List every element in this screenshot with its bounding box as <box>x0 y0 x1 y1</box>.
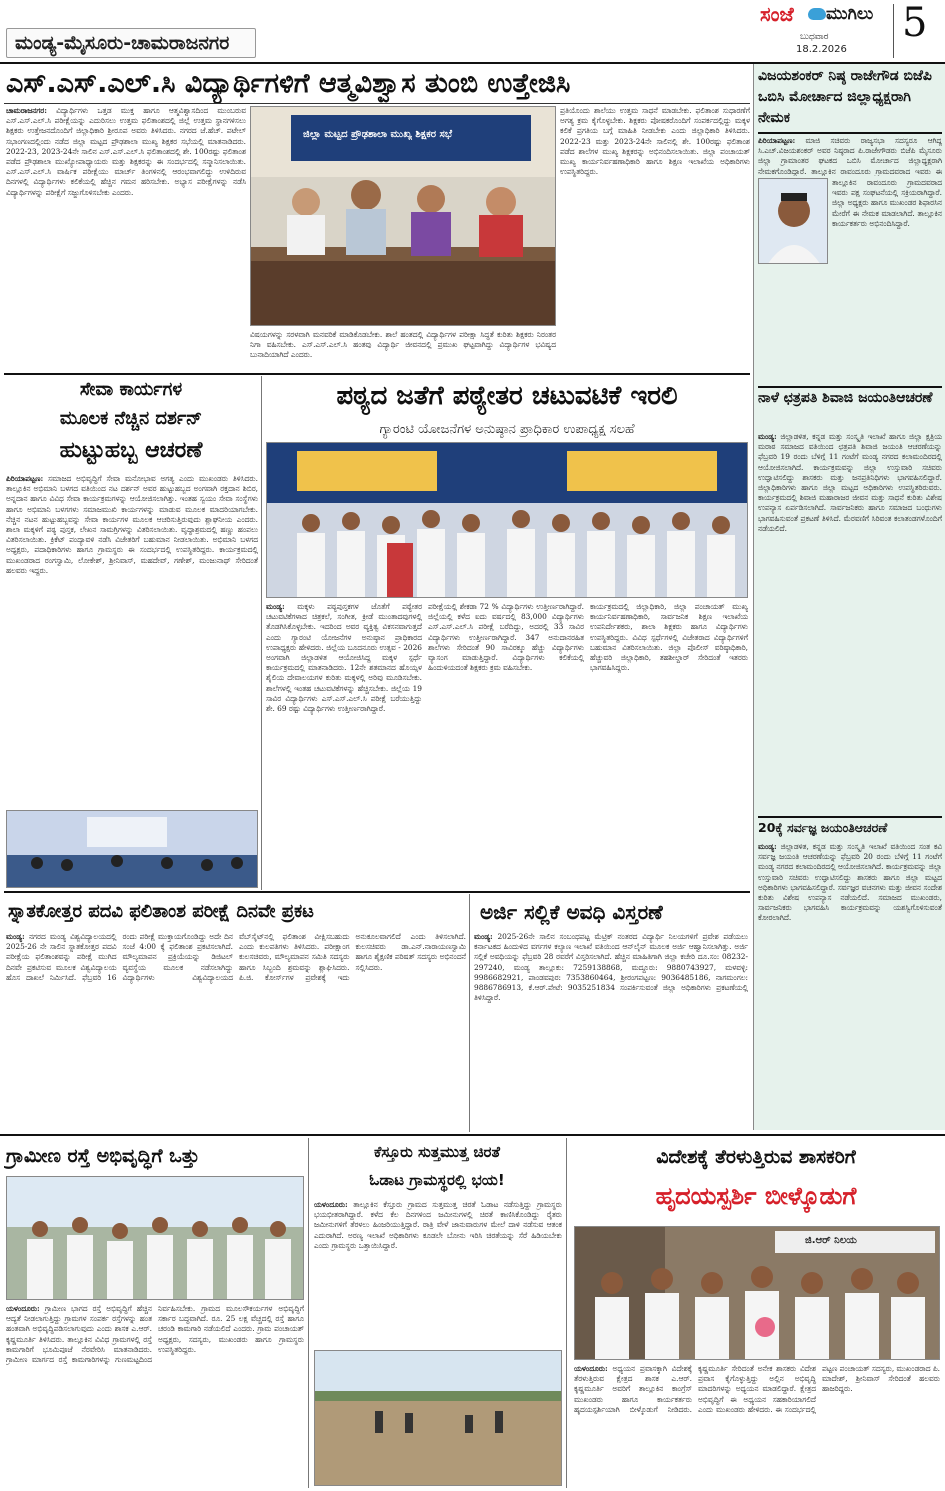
story6-photo <box>6 1176 304 1300</box>
story3-dateline: ಮಂಡ್ಯ: <box>266 602 285 611</box>
story4-headline <box>4 894 466 930</box>
story7-headline <box>312 1138 562 1198</box>
story2-headline-line1: ಸೇವಾ ಕಾರ್ಯಗಳ <box>79 379 183 400</box>
story3-column-1 <box>266 602 422 888</box>
story2-photo <box>6 810 258 888</box>
story5-body <box>474 932 748 1132</box>
story4-body <box>6 932 466 1132</box>
story7-body <box>314 1200 562 1346</box>
story7-headline-line2: ಓಡಾಟ ಗ್ರಾಮಸ್ಥರಲ್ಲಿ ಭಯ! <box>369 1171 505 1189</box>
section-label-box <box>6 28 256 58</box>
story7-headline-line1: ಕೆಸ್ತೂರು ಸುತ್ತಮುತ್ತ ಚಿರತೆ <box>373 1143 501 1161</box>
story5-body-text: 2025-26ನೇ ಸಾಲಿನ ಸಂಬಂಧಪಟ್ಟ ಮೆಟ್ರಿಕ್ ನಂತರದ ವಿದ್ಯಾರ್ಥಿ ನಿಲಯಗಳಿಗೆ ಪ್ರವೇಶ ಪಡೆಯಲು ಕರ್ನಾಟಕದ ಹಿಂದುಳಿದ ವರ್ಗಗಳ ಕಲ್ಯಾಣ ಇಲಾಖೆ ವತಿಯಿಂದ ಆನ್‌ಲೈನ್ ಮೂಲಕ ಅರ್ಜಿ ಆಹ್ವಾನಿಸಲಾಗಿತ್ತು. ಅರ್ಜಿ ಸಲ್ಲಿಕೆ ಅವಧಿಯನ್ನು ಫೆಬ್ರವರಿ 28 ರವರೆಗೆ ವಿಸ್ತರಿಸಲಾಗಿದೆ. ಹೆಚ್ಚಿನ ಮಾಹಿತಿಗಾಗಿ ಜಿಲ್ಲಾ ಕಚೇರಿ ದೂ.ಸಂ: 08232-297240, ಮಂಡ್ಯ ತಾಲ್ಲೂಕು: 7259138868, ಮದ್ದೂರು: 9880743927, ಮಳವಳ್ಳಿ: 9986682921, ಪಾಂಡವಪುರ: 7353860464, ಶ್ರೀರಂಗಪಟ್ಟಣ: 9036485186, ನಾಗಮಂಗಲ: 9886786913, ಕೆ.ಆರ್.ಪೇಟೆ: 9035251834 ಸಂಪರ್ಕಿಸುವಂತೆ ಜಿಲ್ಲಾ ಅಧಿಕಾರಿಗಳು ಪ್ರಕಟಣೆಯಲ್ಲಿ ತಿಳಿಸಿದ್ದಾರೆ. <box>474 932 748 1003</box>
sidebar1-dateline: ಪಿರಿಯಾಪಟ್ಟಣ: <box>758 136 796 145</box>
sidebar2-headline <box>758 386 942 428</box>
story2-body-text: ಸಮಾಜದ ಅಭಿವೃದ್ಧಿಗೆ ಸೇವಾ ಮನೋಭಾವ ಅಗತ್ಯ ಎಂದು ಮುಖಂಡರು ತಿಳಿಸಿದರು. ತಾಲ್ಲೂಕಿನ ಅಭಿಮಾನಿ ಬಳಗದ ವತಿಯಿಂದ ನಟ ದರ್ಶನ್ ಅವರ ಹುಟ್ಟುಹಬ್ಬದ ಅಂಗವಾಗಿ ರಕ್ತದಾನ ಶಿಬಿರ, ಅನ್ನದಾನ ಹಾಗೂ ವಿವಿಧ ಸೇವಾ ಕಾರ್ಯಕ್ರಮಗಳನ್ನು ಆಯೋಜಿಸಲಾಗಿತ್ತು. ಇಂತಹ ಸ್ವಯಂ ಸೇವಾ ಸಂಸ್ಥೆಗಳು ಹಾಗೂ ಅಭಿಮಾನಿ ಬಳಗಗಳು ಸಮಾಜಮುಖಿ ಕಾರ್ಯಗಳನ್ನು ಮಾಡುವ ಮೂಲಕ ಮಾದರಿಯಾಗಬೇಕು. ನೆಚ್ಚಿನ ನಟನ ಹುಟ್ಟುಹಬ್ಬವನ್ನು ಸೇವಾ ಕಾರ್ಯಗಳ ಮೂಲಕ ಆಚರಿಸುತ್ತಿರುವುದು ಶ್ಲಾಘನೀಯ ಎಂದರು. ಶಾಲಾ ಮಕ್ಕಳಿಗೆ ಪಠ್ಯ ಪುಸ್ತಕ, ಲೇಖನ ಸಾಮಗ್ರಿಗಳನ್ನು ವಿತರಿಸಲಾಯಿತು. ವೃದ್ಧಾಶ್ರಮದಲ್ಲಿ ಹಣ್ಣು ಹಂಪಲು ವಿತರಿಸಲಾಯಿತು. ಕ್ರಿಕೆಟ್ ಪಂದ್ಯಾವಳಿ ನಡೆಸಿ ವಿಜೇತರಿಗೆ ಬಹುಮಾನ ನೀಡಲಾಯಿತು. ಅಭಿಮಾನಿ ಬಳಗದ ಅಧ್ಯಕ್ಷರು, ಪದಾಧಿಕಾರಿಗಳು ಹಾಗೂ ಗ್ರಾಮಸ್ಥರು ಈ ಸಂದರ್ಭದಲ್ಲಿ ಉಪಸ್ಥಿತರಿದ್ದರು. ಕಾರ್ಯಕ್ರಮದಲ್ಲಿ ಮುಖಂಡರಾದ ರಂಗಸ್ವಾಮಿ, ಲೋಕೇಶ್, ಶ್ರೀನಿವಾಸ್, ಮಹದೇವ್, ಗಣೇಶ್, ಮಂಜುನಾಥ್ ಸೇರಿದಂತೆ ಹಲವರು ಇದ್ದರು. <box>6 474 258 575</box>
story1-photo <box>250 106 556 326</box>
sidebar3-body-wrap <box>758 842 942 1128</box>
stage-photo-graphic <box>7 811 258 888</box>
story8-body-text: ಅಧ್ಯಯನ ಪ್ರವಾಸಕ್ಕಾಗಿ ವಿದೇಶಕ್ಕೆ ತೆರಳುತ್ತಿರುವ ಕ್ಷೇತ್ರದ ಶಾಸಕ ಎ.ಆರ್. ಕೃಷ್ಣಮೂರ್ತಿ ಅವರಿಗೆ ತಾಲ್ಲೂಕಿನ ಕಾಂಗ್ರೆಸ್ ಮುಖಂಡರು ಹಾಗೂ ಕಾರ್ಯಕರ್ತರು ಹೃದಯಸ್ಪರ್ಶಿಯಾಗಿ ಬೀಳ್ಕೊಡುಗೆ ನೀಡಿದರು. ಕೃಷ್ಣಮೂರ್ತಿ ಸೇರಿದಂತೆ ಅನೇಕ ಶಾಸಕರು ವಿದೇಶ ಪ್ರವಾಸ ಕೈಗೊಳ್ಳುತ್ತಿದ್ದು ಅಲ್ಲಿನ ಅಭಿವೃದ್ಧಿ ಮಾದರಿಗಳನ್ನು ಅಧ್ಯಯನ ಮಾಡಲಿದ್ದಾರೆ. ಕ್ಷೇತ್ರದ ಅಭಿವೃದ್ಧಿಗೆ ಈ ಅಧ್ಯಯನ ಸಹಕಾರಿಯಾಗಲಿದೆ ಎಂದು ಮುಖಂಡರು ಹೇಳಿದರು. ಈ ಸಂದರ್ಭದಲ್ಲಿ ಪಟ್ಟಣ ಪಂಚಾಯತ್ ಸದಸ್ಯರು, ಮುಖಂಡರಾದ ಪಿ. ಮಾದೇಶ್, ಶ್ರೀನಿವಾಸ್ ಸೇರಿದಂತೆ ಹಲವರು ಹಾಜರಿದ್ದರು. <box>574 1364 940 1414</box>
cloud-icon <box>808 8 826 20</box>
story2-top-rule <box>4 373 750 375</box>
story5-dateline: ಮಂಡ್ಯ: <box>474 932 493 941</box>
sidebar1-portrait <box>758 178 828 264</box>
story2-headline <box>4 376 258 472</box>
story1-headline-text: ಎಸ್.ಎಸ್.ಎಲ್.ಸಿ ವಿದ್ಯಾರ್ಥಿಗಳಿಗೆ ಆತ್ಮವಿಶ್ವಾಸ ತುಂಬಿ ಉತ್ತೇಜಿಸಿ <box>6 68 571 99</box>
sidebar2-dateline: ಮಂಡ್ಯ: <box>758 432 777 441</box>
story7-divider <box>566 1138 567 1488</box>
page-number-divider <box>893 4 894 58</box>
story7-dateline: ಯಳಂದೂರು: <box>314 1200 348 1209</box>
sidebar2-headline-text: ನಾಳೆ ಛತ್ರಪತಿ ಶಿವಾಜಿ ಜಯಂತಿಆಚರಣೆ <box>758 390 933 406</box>
story3-photo <box>266 442 748 598</box>
story8-headline-line2: ಹೃದಯಸ್ಪರ್ಶಿ ಬೀಳ್ಕೊಡುಗೆ <box>655 1182 857 1210</box>
sidebar1-body-wrap <box>832 178 942 384</box>
story6-divider <box>308 1138 309 1488</box>
story8-headline <box>570 1138 942 1222</box>
story2-body <box>6 474 258 804</box>
sidebar1-headline-text: ವಿಜಯಶಂಕರ್ ನಿಷ್ಠ ರಾಜೇಗೌಡ ಬಿಜೆಪಿ ಒಬಿಸಿ ಮೋರ್ಚಾದ ಜಿಲ್ಲಾಧ್ಯಕ್ಷರಾಗಿ ನೇಮಕ <box>758 68 932 126</box>
story3-col2-text: ಪರೀಕ್ಷೆಯಲ್ಲಿ ಶೇಕಡಾ 72 % ವಿದ್ಯಾರ್ಥಿಗಳು ಉತ್ತೀರ್ಣರಾಗಿದ್ದಾರೆ. ಜಿಲ್ಲೆಯಲ್ಲಿ ಕಳೆದ ಐದು ವರ್ಷದಲ್ಲಿ 83,000 ವಿದ್ಯಾರ್ಥಿಗಳು ಎಸ್.ಎಸ್.ಎಲ್.ಸಿ ಪರೀಕ್ಷೆ ಬರೆದಿದ್ದು, ಅದರಲ್ಲಿ 33 ಸಾವಿರ ವಿದ್ಯಾರ್ಥಿಗಳು ಉತ್ತೀರ್ಣರಾಗಿದ್ದಾರೆ. 347 ಅನುದಾನರಹಿತ ಶಾಲೆಗಳು ಸೇರಿದಂತೆ 90 ಸಾವಿರಕ್ಕೂ ಹೆಚ್ಚು ವಿದ್ಯಾರ್ಥಿಗಳು ವ್ಯಾಸಂಗ ಮಾಡುತ್ತಿದ್ದಾರೆ. ವಿದ್ಯಾರ್ಥಿಗಳು ಕಲಿಕೆಯಲ್ಲಿ ಹಿಂದುಳಿಯದಂತೆ ಶಿಕ್ಷಕರು ಕ್ರಮ ವಹಿಸಬೇಕು. <box>428 602 584 673</box>
story8-dateline: ಯಳಂದೂರು: <box>574 1364 608 1373</box>
sidebar2-body-wrap <box>758 432 942 816</box>
bottom-row-rule <box>0 1134 945 1136</box>
farewell-photo-graphic <box>575 1227 940 1360</box>
sidebar3-headline <box>758 816 942 840</box>
sidebar2-body: ಜಿಲ್ಲಾಡಳಿತ, ಕನ್ನಡ ಮತ್ತು ಸಂಸ್ಕೃತಿ ಇಲಾಖೆ ಹಾಗೂ ಜಿಲ್ಲಾ ಕ್ಷತ್ರಿಯ ಮರಾಠ ಸಮಾಜದ ವತಿಯಿಂದ ಛತ್ರಪತಿ ಶಿವಾಜಿ ಜಯಂತಿ ಆಚರಣೆಯನ್ನು ಫೆಬ್ರವರಿ 19 ರಂದು ಬೆಳಿಗ್ಗೆ 11 ಗಂಟೆಗೆ ಮಂಡ್ಯ ನಗರದ ಕಲಾಮಂದಿರದಲ್ಲಿ ಆಯೋಜಿಸಲಾಗಿದೆ. ಕಾರ್ಯಕ್ರಮವನ್ನು ಜಿಲ್ಲಾ ಉಸ್ತುವಾರಿ ಸಚಿವರು ಉದ್ಘಾಟಿಸಲಿದ್ದು ಶಾಸಕರು ಮತ್ತು ಜನಪ್ರತಿನಿಧಿಗಳು ಭಾಗವಹಿಸಲಿದ್ದಾರೆ. ಜಿಲ್ಲಾಧಿಕಾರಿಗಳು ಹಾಗೂ ಜಿಲ್ಲಾ ಮಟ್ಟದ ಅಧಿಕಾರಿಗಳು ಉಪಸ್ಥಿತರಿರುವರು. ಕಾರ್ಯಕ್ರಮದಲ್ಲಿ ಶಿವಾಜಿ ಮಹಾರಾಜರ ಜೀವನ ಮತ್ತು ಸಾಧನೆ ಕುರಿತು ವಿಶೇಷ ಉಪನ್ಯಾಸ ಏರ್ಪಡಿಸಲಾಗಿದೆ. ಸಾರ್ವಜನಿಕರು ಹಾಗೂ ಸಮಾಜದ ಬಂಧುಗಳು ಭಾಗವಹಿಸುವಂತೆ ಪ್ರಕಟಣೆ ತಿಳಿಸಿದೆ. ಮೆರವಣಿಗೆ ಸಿರಿವಂತ ಕಲಾತಂಡಗಳೊಂದಿಗೆ ನಡೆಯಲಿದೆ. <box>758 432 942 533</box>
story1-col1-text: ವಿದ್ಯಾರ್ಥಿಗಳು ಒತ್ತಡ ಮುಕ್ತ ಹಾಗೂ ಆತ್ಮವಿಶ್ವಾಸದಿಂದ ಮುಂಬರುವ ಎಸ್.ಎಸ್.ಎಲ್.ಸಿ ಪರೀಕ್ಷೆಯನ್ನು ಎದುರಿಸಲು ಉತ್ತಮ ಫಲಿತಾಂಶದಲ್ಲಿ ಜಿಲ್ಲೆ ಉತ್ತಮ ಸ್ಥಾನಗಳಿಸಲು ಶಿಕ್ಷಕರು ಉತ್ತೇಜನದೊಂದಿಗೆ ಜಿಲ್ಲಾಧಿಕಾರಿ ಶ್ರೀರೂಪ ಅವರು ತಿಳಿಸಿದರು. ನಗರದ ಜೆ.ಹೆಚ್. ಪಟೇಲ್ ಸಭಾಂಗಣದಲ್ಲಿಂದು ನಡೆದ ಜಿಲ್ಲಾ ಮಟ್ಟದ ಪ್ರೌಢಶಾಲಾ ಮುಖ್ಯ ಶಿಕ್ಷಕರ ಸಭೆಯಲ್ಲಿ ಮಾತನಾಡಿದರು. 2022-23, 2023-24ನೇ ಸಾಲಿನ ಎಸ್.ಎಸ್.ಎಲ್.ಸಿ ಫಲಿತಾಂಶದಲ್ಲಿ ಶೇ. 100ರಷ್ಟು ಫಲಿತಾಂಶ ಪಡೆದ ಪ್ರೌಢಶಾಲಾ ಮುಖ್ಯೋಪಾಧ್ಯಾಯರು ಮತ್ತು ಶಿಕ್ಷಕರನ್ನು ಈ ಸಂದರ್ಭದಲ್ಲಿ ಸನ್ಮಾನಿಸಲಾಯಿತು. ಎಸ್.ಎಸ್.ಎಲ್.ಸಿ ವಾರ್ಷಿಕ ಪರೀಕ್ಷೆಯು ಮಾರ್ಚ್ ತಿಂಗಳಿನಲ್ಲಿ ಆರಂಭವಾಗಲಿದ್ದು ಉಳಿದಿರುವ ದಿನಗಳಲ್ಲಿ ವಿದ್ಯಾರ್ಥಿಗಳು ಕಲಿಕೆಯಲ್ಲಿ ಹೆಚ್ಚಿನ ಗಮನ ಹರಿಸಬೇಕು. ಅಭ್ಯಾಸ ಪರೀಕ್ಷೆಗಳನ್ನು ನಡೆಸಿ ವಿದ್ಯಾರ್ಥಿಗಳನ್ನು ಪರೀಕ್ಷೆಗೆ ಸಜ್ಜುಗೊಳಿಸಬೇಕು ಎಂದರು. <box>6 106 246 197</box>
story3-headline <box>264 376 750 416</box>
story1-column-1 <box>6 106 246 370</box>
logo-word-sanje: ಸಂಜೆ <box>760 2 794 26</box>
story5-headline <box>472 894 750 930</box>
field-photo-graphic <box>315 1351 562 1486</box>
page-number: 5 <box>902 0 928 46</box>
story4-dateline: ಮಂಡ್ಯ: <box>6 932 25 941</box>
right-sidebar <box>753 64 945 1130</box>
story3-col1-text: ಮಕ್ಕಳು ಪಠ್ಯಪುಸ್ತಕಗಳ ಜೊತೆಗೆ ಪಠ್ಯೇತರ ಚಟುವಟಿಕೆಗಳಾದ ಚಿತ್ರಕಲೆ, ಸಂಗೀತ, ಕ್ರೀಡೆ ಮುಂತಾದವುಗಳಲ್ಲಿ ತೊಡಗಿಸಿಕೊಳ್ಳಬೇಕು. ಇದರಿಂದ ಅವರ ವ್ಯಕ್ತಿತ್ವ ವಿಕಸನವಾಗುತ್ತದೆ ಎಂದು ಗ್ಯಾರಂಟಿ ಯೋಜನೆಗಳ ಅನುಷ್ಠಾನ ಪ್ರಾಧಿಕಾರದ ಉಪಾಧ್ಯಕ್ಷರು ಹೇಳಿದರು. ಜಿಲ್ಲೆಯ ಬೂದನೂರು ಉತ್ಸವ - 2026 ಅಂಗವಾಗಿ ಜಿಲ್ಲಾಡಳಿತ ಆಯೋಜಿಸಿದ್ದ ಮಕ್ಕಳ ಸ್ಪರ್ಧೆ ಕಾರ್ಯಕ್ರಮದಲ್ಲಿ ಮಾತನಾಡಿದರು. 12ನೇ ಶತಮಾನದ ಹೊಯ್ಸಳ ಶೈಲಿಯ ದೇವಾಲಯಗಳ ಕುರಿತು ಮಕ್ಕಳಲ್ಲಿ ಅರಿವು ಮೂಡಿಸಬೇಕು. ಶಾಲೆಗಳಲ್ಲಿ ಇಂತಹ ಚಟುವಟಿಕೆಗಳನ್ನು ಹೆಚ್ಚಿಸಬೇಕು. ಜಿಲ್ಲೆಯ 19 ಸಾವಿರ ವಿದ್ಯಾರ್ಥಿಗಳು ಎಸ್.ಎಸ್.ಎಲ್.ಸಿ ಪರೀಕ್ಷೆ ಬರೆಯುತ್ತಿದ್ದು ಶೇ. 69 ರಷ್ಟು ವಿದ್ಯಾರ್ಥಿಗಳು ಉತ್ತೀರ್ಣರಾಗಿದ್ದಾರೆ. <box>266 602 422 714</box>
sidebar1-headline-rule <box>758 132 942 134</box>
logo-word-mugilu: ಮುಗಿಲು <box>826 4 874 24</box>
story3-headline-text: ಪಠ್ಯದ ಜತೆಗೆ ಪಠ್ಯೇತರ ಚಟುವಟಿಕೆ ಇರಲಿ <box>336 381 678 411</box>
story3-col3-text: ಕಾರ್ಯಕ್ರಮದಲ್ಲಿ ಜಿಲ್ಲಾಧಿಕಾರಿ, ಜಿಲ್ಲಾ ಪಂಚಾಯತ್ ಮುಖ್ಯ ಕಾರ್ಯನಿರ್ವಹಣಾಧಿಕಾರಿ, ಸಾರ್ವಜನಿಕ ಶಿಕ್ಷಣ ಇಲಾಖೆಯ ಉಪನಿರ್ದೇಶಕರು, ಶಾಲಾ ಶಿಕ್ಷಕರು ಹಾಗೂ ವಿದ್ಯಾರ್ಥಿಗಳು ಉಪಸ್ಥಿತರಿದ್ದರು. ವಿವಿಧ ಸ್ಪರ್ಧೆಗಳಲ್ಲಿ ವಿಜೇತರಾದ ವಿದ್ಯಾರ್ಥಿಗಳಿಗೆ ಬಹುಮಾನ ವಿತರಿಸಲಾಯಿತು. ಜಿಲ್ಲಾ ಪೊಲೀಸ್ ವರಿಷ್ಠಾಧಿಕಾರಿ, ಹೆಚ್ಚುವರಿ ಜಿಲ್ಲಾಧಿಕಾರಿ, ತಹಶೀಲ್ದಾರ್ ಸೇರಿದಂತೆ ಇತರರು ಭಾಗವಹಿಸಿದ್ದರು. <box>590 602 748 673</box>
story6-body <box>6 1304 304 1486</box>
story4-divider <box>469 894 470 1132</box>
masthead <box>0 0 945 62</box>
story1-col2-text: ವಿಷಯಗಳನ್ನು ಸರಳವಾಗಿ ಮನವರಿಕೆ ಮಾಡಿಕೊಡಬೇಕು. ಶಾಲೆ ಹಂತದಲ್ಲಿ ವಿದ್ಯಾರ್ಥಿಗಳ ಪರೀಕ್ಷಾ ಸಿದ್ಧತೆ ಕುರಿತು ಶಿಕ್ಷಕರು ನಿರಂತರ ನಿಗಾ ವಹಿಸಬೇಕು. ಎಸ್.ಎಸ್.ಎಲ್.ಸಿ ಹಂತವು ವಿದ್ಯಾರ್ಥಿ ಜೀವನದಲ್ಲಿ ಪ್ರಮುಖ ಘಟ್ಟವಾಗಿದ್ದು ವಿದ್ಯಾರ್ಥಿಗಳ ಭವಿಷ್ಯದ ಬುನಾದಿಯಾಗಿದೆ ಎಂದರು. <box>250 330 556 360</box>
story1-headline <box>4 65 750 103</box>
story1-col3-text: ಪ್ರತಿಯೊಂದು ಶಾಲೆಯು ಉತ್ತಮ ಸಾಧನೆ ಮಾಡಬೇಕು. ಫಲಿತಾಂಶ ಸುಧಾರಣೆಗೆ ಅಗತ್ಯ ಕ್ರಮ ಕೈಗೊಳ್ಳಬೇಕು. ಶಿಕ್ಷಕರು ಪೋಷಕರೊಂದಿಗೆ ಸಂಪರ್ಕದಲ್ಲಿದ್ದು ಮಕ್ಕಳ ಕಲಿಕೆ ಪ್ರಗತಿಯ ಬಗ್ಗೆ ಮಾಹಿತಿ ನೀಡಬೇಕು ಎಂದು ಜಿಲ್ಲಾಧಿಕಾರಿ ತಿಳಿಸಿದರು. 2022-23 ಮತ್ತು 2023-24ನೇ ಸಾಲಿನಲ್ಲಿ ಶೇ. 100ರಷ್ಟು ಫಲಿತಾಂಶ ಪಡೆದ ಶಾಲೆಗಳ ಮುಖ್ಯ ಶಿಕ್ಷಕರನ್ನು ಅಭಿನಂದಿಸಲಾಯಿತು. ಜಿಲ್ಲಾ ಪಂಚಾಯತ್ ಮುಖ್ಯ ಕಾರ್ಯನಿರ್ವಹಣಾಧಿಕಾರಿ ಹಾಗೂ ಶಿಕ್ಷಣ ಇಲಾಖೆಯ ಅಧಿಕಾರಿಗಳು ಉಪಸ್ಥಿತರಿದ್ದರು. <box>560 106 750 177</box>
story8-body <box>574 1364 940 1488</box>
story2-divider <box>261 376 262 890</box>
sidebar3-body: ಜಿಲ್ಲಾಡಳಿತ, ಕನ್ನಡ ಮತ್ತು ಸಂಸ್ಕೃತಿ ಇಲಾಖೆ ವತಿಯಿಂದ ಸಂತ ಕವಿ ಸರ್ವಜ್ಞ ಜಯಂತಿ ಆಚರಣೆಯನ್ನು ಫೆಬ್ರವರಿ 20 ರಂದು ಬೆಳಿಗ್ಗೆ 11 ಗಂಟೆಗೆ ಮಂಡ್ಯ ನಗರದ ಕಲಾಮಂದಿರದಲ್ಲಿ ಆಯೋಜಿಸಲಾಗಿದೆ. ಕಾರ್ಯಕ್ರಮವನ್ನು ಜಿಲ್ಲಾ ಉಸ್ತುವಾರಿ ಸಚಿವರು ಉದ್ಘಾಟಿಸಲಿದ್ದು ಶಾಸಕರು ಹಾಗೂ ಜಿಲ್ಲಾ ಮಟ್ಟದ ಅಧಿಕಾರಿಗಳು ಭಾಗವಹಿಸಲಿದ್ದಾರೆ. ಸರ್ವಜ್ಞರ ವಚನಗಳು ಮತ್ತು ಜೀವನ ಸಂದೇಶ ಕುರಿತು ವಿಶೇಷ ಉಪನ್ಯಾಸ ನಡೆಯಲಿದೆ. ಸಮಾಜದ ಮುಖಂಡರು, ಸಾರ್ವಜನಿಕರು ಭಾಗವಹಿಸಿ ಕಾರ್ಯಕ್ರಮವನ್ನು ಯಶಸ್ವಿಗೊಳಿಸುವಂತೆ ಕೋರಲಾಗಿದೆ. <box>758 842 942 923</box>
story1-banner-text: ಜಿಲ್ಲಾ ಮಟ್ಟದ ಪ್ರೌಢಶಾಲಾ ಮುಖ್ಯ ಶಿಕ್ಷಕರ ಸಭೆ <box>303 129 453 140</box>
story5-headline-text: ಅರ್ಜಿ ಸಲ್ಲಿಕೆ ಅವಧಿ ವಿಸ್ತರಣೆ <box>480 900 663 924</box>
story8-photo <box>574 1226 940 1360</box>
road-work-photo-graphic <box>7 1177 304 1300</box>
issue-day: ಬುಧವಾರ <box>800 32 829 42</box>
sidebar1-headline <box>758 66 942 132</box>
story4-headline-text: ಸ್ನಾತಕೋತ್ತರ ಪದವಿ ಫಲಿತಾಂಶ ಪರೀಕ್ಷೆ ದಿನವೇ ಪ್ರಕಟ <box>8 901 314 922</box>
sidebar1-intro <box>758 136 942 176</box>
story4-body-text: ನಗರದ ಮಂಡ್ಯ ವಿಶ್ವವಿದ್ಯಾಲಯದಲ್ಲಿ 2025-26 ನೇ ಸಾಲಿನ ಸ್ನಾತಕೋತ್ತರ ಪದವಿ ಪರೀಕ್ಷೆಯ ಫಲಿತಾಂಶವನ್ನು ಪರೀಕ್ಷೆ ಮುಗಿದ ದಿನವೇ ಪ್ರಕಟಿಸುವ ಮೂಲಕ ವಿಶ್ವವಿದ್ಯಾಲಯ ಹೊಸ ದಾಖಲೆ ನಿರ್ಮಿಸಿದೆ. ಫೆಬ್ರವರಿ 16 ರಂದು ಪರೀಕ್ಷೆ ಮುಕ್ತಾಯಗೊಂಡಿದ್ದು ಅದೇ ದಿನ ಸಂಜೆ 4:00 ಕ್ಕೆ ಫಲಿತಾಂಶ ಪ್ರಕಟಿಸಲಾಗಿದೆ. ಮೌಲ್ಯಮಾಪನ ಪ್ರಕ್ರಿಯೆಯನ್ನು ಡಿಜಿಟಲ್ ವ್ಯವಸ್ಥೆಯ ಮೂಲಕ ನಡೆಸಲಾಗಿದ್ದು ವಿದ್ಯಾರ್ಥಿಗಳು ವಿಶ್ವವಿದ್ಯಾಲಯದ ವೆಬ್‌ಸೈಟ್‌ನಲ್ಲಿ ಫಲಿತಾಂಶ ವೀಕ್ಷಿಸಬಹುದು ಎಂದು ಕುಲಪತಿಗಳು ತಿಳಿಸಿದರು. ಪರೀಕ್ಷಾಂಗ ಕುಲಸಚಿವರು, ಮೌಲ್ಯಮಾಪನ ಸಮಿತಿ ಸದಸ್ಯರು ಹಾಗೂ ಸಿಬ್ಬಂದಿ ಶ್ರಮವನ್ನು ಶ್ಲಾಘಿಸಿದರು. ಪಿ.ಜಿ. ಕೋರ್ಸ್‌ಗಳ ಪ್ರವೇಶಕ್ಕೆ ಇದು ಅನುಕೂಲವಾಗಲಿದೆ ಎಂದು ತಿಳಿಸಲಾಗಿದೆ. ಕುಲಸಚಿವರು ಡಾ.ಎನ್.ನಾರಾಯಣಸ್ವಾಮಿ ಹಾಗೂ ಶೈಕ್ಷಣಿಕ ಪರಿಷತ್ ಸದಸ್ಯರು ಅಭಿನಂದನೆ ಸಲ್ಲಿಸಿದರು. <box>6 932 466 982</box>
newspaper-logo <box>760 2 890 32</box>
story7-photo <box>314 1350 562 1486</box>
story4-top-rule <box>4 891 750 893</box>
sidebar3-dateline: ಮಂಡ್ಯ: <box>758 842 777 851</box>
story8-shop-sign: ಜಿ.ಆರ್ ನಿಲಯ <box>805 1235 857 1246</box>
story3-subhead-text: ಗ್ಯಾರಂಟಿ ಯೋಜನೆಗಳ ಅನುಷ್ಠಾನ ಪ್ರಾಧಿಕಾರ ಉಪಾಧ್ಯಕ್ಷ ಸಲಹೆ <box>379 422 635 437</box>
inauguration-photo-graphic <box>267 443 748 598</box>
story2-headline-line2: ಮೂಲಕ ನೆಚ್ಚಿನ ದರ್ಶನ್ <box>59 408 203 429</box>
story3-column-2 <box>428 602 584 888</box>
story1-headline-rule <box>4 103 750 104</box>
story3-column-3 <box>590 602 748 888</box>
sidebar1-body-cont: ತಾಲ್ಲೂಕಿನ ರಾವಂದೂರು ಗ್ರಾಮದವರಾದ ಇವರು ಪಕ್ಷ ಸಂಘಟನೆಯಲ್ಲಿ ಸಕ್ರಿಯರಾಗಿದ್ದಾರೆ. ಜಿಲ್ಲಾ ಅಧ್ಯಕ್ಷರು ಹಾಗೂ ಮುಖಂಡರ ಶಿಫಾರಸಿನ ಮೇರೆಗೆ ಈ ನೇಮಕ ಮಾಡಲಾಗಿದೆ. ತಾಲ್ಲೂಕಿನ ಕಾರ್ಯಕರ್ತರು ಅಭಿನಂದಿಸಿದ್ದಾರೆ. <box>832 178 942 228</box>
sidebar1-body: ಮಾಜಿ ಸಚಿವರು ರಾಜ್ಯಸಭಾ ಸದಸ್ಯರೂ ಆಗಿದ್ದ ಸಿ.ಎಚ್.ವಿಜಯಶಂಕರ್ ಅವರ ನಿಷ್ಠರಾದ ಪಿ.ರಾಜೇಗೌಡರು ಬಿಜೆಪಿ ಮೈಸೂರು ಜಿಲ್ಲಾ ಗ್ರಾಮಾಂತರ ಘಟಕದ ಒಬಿಸಿ ಮೋರ್ಚಾದ ಜಿಲ್ಲಾಧ್ಯಕ್ಷರಾಗಿ ನೇಮಕಗೊಂಡಿದ್ದಾರೆ. ತಾಲ್ಲೂಕಿನ ರಾವಂದೂರು ಗ್ರಾಮದವರಾದ ಇವರು ಈ <box>758 136 942 176</box>
section-label: ಮಂಡ್ಯ-ಮೈಸೂರು-ಚಾಮರಾಜನಗರ <box>15 32 230 54</box>
story7-body-text: ತಾಲ್ಲೂಕಿನ ಕೆಸ್ತೂರು ಗ್ರಾಮದ ಸುತ್ತಮುತ್ತ ಚಿರತೆ ಓಡಾಟ ನಡೆಸುತ್ತಿದ್ದು ಗ್ರಾಮಸ್ಥರು ಭಯಭೀತರಾಗಿದ್ದಾರೆ. ಕಳೆದ ಕೆಲ ದಿನಗಳಿಂದ ಜಮೀನುಗಳಲ್ಲಿ ಚಿರತೆ ಕಾಣಿಸಿಕೊಂಡಿದ್ದು ರೈತರು ಜಮೀನುಗಳಿಗೆ ತೆರಳಲು ಹಿಂಜರಿಯುತ್ತಿದ್ದಾರೆ. ರಾತ್ರಿ ವೇಳೆ ಜಾನುವಾರುಗಳ ಮೇಲೆ ದಾಳಿ ನಡೆಸುವ ಆತಂಕ ಎದುರಾಗಿದೆ. ಅರಣ್ಯ ಇಲಾಖೆ ಅಧಿಕಾರಿಗಳು ಕೂಡಲೇ ಬೋನು ಇರಿಸಿ ಚಿರತೆಯನ್ನು ಸೆರೆ ಹಿಡಿಯಬೇಕು ಎಂದು ಗ್ರಾಮಸ್ಥರು ಒತ್ತಾಯಿಸಿದ್ದಾರೆ. <box>314 1200 562 1250</box>
story6-headline <box>4 1138 306 1174</box>
story8-headline-line1: ವಿದೇಶಕ್ಕೆ ತೆರಳುತ್ತಿರುವ ಶಾಸಕರಿಗೆ <box>656 1146 856 1168</box>
story6-headline-text: ಗ್ರಾಮೀಣ ರಸ್ತೆ ಅಭಿವೃದ್ಧಿಗೆ ಒತ್ತು <box>6 1145 200 1167</box>
story6-dateline: ಯಳಂದೂರು: <box>6 1304 40 1313</box>
story1-dateline: ಚಾಮರಾಜನಗರ: <box>6 106 47 115</box>
story2-dateline: ಪಿರಿಯಾಪಟ್ಟಣ: <box>6 474 44 483</box>
story3-subhead <box>264 418 750 440</box>
story1-column-2 <box>250 330 556 370</box>
portrait-graphic <box>759 179 828 264</box>
story6-body-text: ಗ್ರಾಮೀಣ ಭಾಗದ ರಸ್ತೆ ಅಭಿವೃದ್ಧಿಗೆ ಹೆಚ್ಚಿನ ಆದ್ಯತೆ ನೀಡಲಾಗುತ್ತಿದ್ದು ಗ್ರಾಮಗಳ ಸಂಪರ್ಕ ರಸ್ತೆಗಳನ್ನು ಹಂತ ಹಂತವಾಗಿ ಅಭಿವೃದ್ಧಿಪಡಿಸಲಾಗುವುದು ಎಂದು ಶಾಸಕ ಎ.ಆರ್. ಕೃಷ್ಣಮೂರ್ತಿ ತಿಳಿಸಿದರು. ತಾಲ್ಲೂಕಿನ ವಿವಿಧ ಗ್ರಾಮಗಳಲ್ಲಿ ರಸ್ತೆ ಕಾಮಗಾರಿಗೆ ಭೂಮಿಪೂಜೆ ನೆರವೇರಿಸಿ ಮಾತನಾಡಿದರು. ಗ್ರಾಮೀಣ ಮಾರ್ಗದ ರಸ್ತೆ ಕಾಮಗಾರಿಗಳನ್ನು ಗುಣಮಟ್ಟದಿಂದ ನಿರ್ವಹಿಸಬೇಕು. ಗ್ರಾಮದ ಮೂಲಸೌಕರ್ಯಗಳ ಅಭಿವೃದ್ಧಿಗೆ ಸರ್ಕಾರ ಬದ್ಧವಾಗಿದೆ. ರೂ. 25 ಲಕ್ಷ ವೆಚ್ಚದಲ್ಲಿ ರಸ್ತೆ ಹಾಗೂ ಚರಂಡಿ ಕಾಮಗಾರಿ ನಡೆಯಲಿದೆ ಎಂದರು. ಗ್ರಾಮ ಪಂಚಾಯತ್ ಅಧ್ಯಕ್ಷರು, ಸದಸ್ಯರು, ಮುಖಂಡರು ಹಾಗೂ ಗ್ರಾಮಸ್ಥರು ಉಪಸ್ಥಿತರಿದ್ದರು. <box>6 1304 304 1365</box>
story1-column-3 <box>560 106 750 370</box>
story2-headline-line3: ಹುಟ್ಟುಹಬ್ಬ ಆಚರಣೆ <box>59 438 203 463</box>
issue-date: 18.2.2026 <box>796 44 847 55</box>
sidebar3-headline-text: 20ಕ್ಕೆ ಸರ್ವಜ್ಞ ಜಯಂತಿಆಚರಣೆ <box>758 820 888 835</box>
